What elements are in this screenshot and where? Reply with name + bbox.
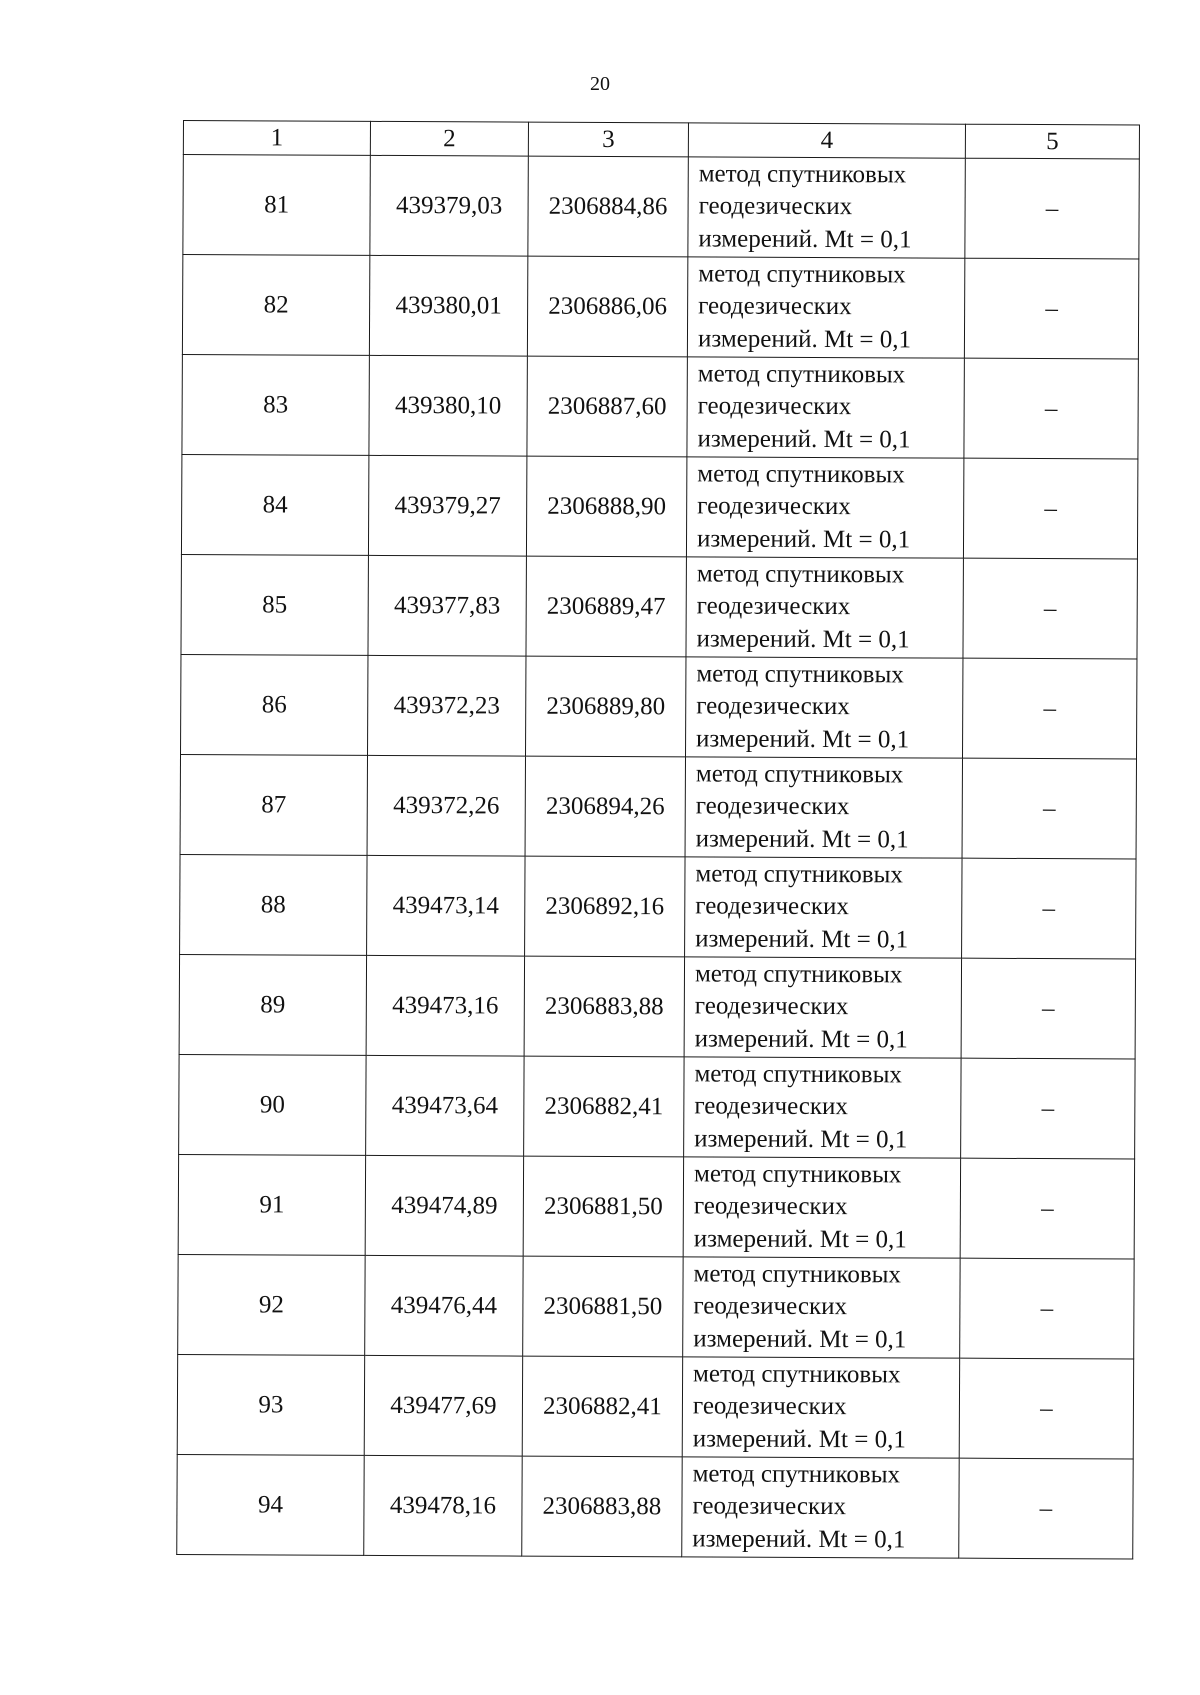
point-number-cell: 93 (177, 1354, 364, 1455)
point-number-cell: 94 (177, 1454, 364, 1555)
method-cell (687, 257, 964, 358)
column-header-1: 1 (183, 121, 370, 156)
method-line: геодезических (692, 1492, 847, 1521)
note-cell: – (965, 158, 1139, 259)
y-coordinate-cell: 2306883,88 (522, 1456, 682, 1557)
method-line: измерений. Mt = 0,1 (693, 1325, 907, 1354)
table-row (182, 255, 1138, 360)
method-line: метод спутниковых (697, 460, 905, 489)
table-row (181, 554, 1137, 659)
method-cell (683, 1157, 960, 1258)
y-coordinate-cell: 2306883,88 (524, 956, 684, 1057)
method-line: метод спутниковых (693, 1260, 902, 1289)
method-line: измерений. Mt = 0,1 (692, 1525, 906, 1554)
column-header-5: 5 (965, 124, 1139, 159)
note-cell: – (962, 758, 1136, 859)
method-line: геодезических (698, 192, 853, 221)
method-cell (686, 457, 963, 558)
note-cell: – (962, 858, 1136, 959)
point-number-cell: 87 (180, 754, 367, 855)
method-line: геодезических (696, 692, 850, 721)
method-line: измерений. Mt = 0,1 (697, 325, 912, 354)
point-number-cell: 92 (178, 1254, 365, 1355)
method-line: метод спутниковых (698, 160, 907, 189)
column-header-3: 3 (528, 122, 688, 157)
method-line: метод спутниковых (695, 860, 903, 889)
note-cell: – (959, 1358, 1133, 1459)
point-number-cell: 89 (179, 954, 366, 1055)
method-line: геодезических (695, 892, 849, 921)
y-coordinate-cell: 2306888,90 (526, 456, 686, 557)
y-coordinate-cell: 2306884,86 (528, 156, 688, 257)
method-line: геодезических (692, 1392, 847, 1421)
method-line: геодезических (698, 292, 852, 321)
method-line: измерений. Mt = 0,1 (697, 425, 911, 454)
x-coordinate-cell: 439380,01 (369, 255, 527, 356)
x-coordinate-cell: 439473,16 (366, 955, 524, 1056)
method-line: метод спутниковых (692, 1460, 901, 1489)
x-coordinate-cell: 439473,64 (366, 1055, 524, 1156)
table-row (179, 954, 1135, 1059)
method-line: геодезических (693, 1292, 848, 1321)
table-row (178, 1254, 1134, 1359)
column-header-4: 4 (688, 123, 965, 158)
page-number: 20 (590, 73, 610, 95)
point-number-cell: 88 (180, 854, 367, 955)
note-cell: – (961, 1058, 1135, 1159)
method-line: геодезических (697, 492, 851, 521)
x-coordinate-cell: 439372,26 (367, 755, 525, 856)
x-coordinate-cell: 439478,16 (364, 1455, 522, 1556)
method-line: измерений. Mt = 0,1 (696, 525, 911, 554)
method-line: метод спутниковых (694, 960, 903, 989)
x-coordinate-cell: 439473,14 (367, 855, 525, 956)
note-cell: – (963, 458, 1137, 559)
note-cell: – (960, 1158, 1134, 1259)
table-row (179, 1054, 1135, 1159)
x-coordinate-cell: 439372,23 (368, 655, 526, 756)
method-cell (682, 1457, 959, 1558)
table-row (181, 654, 1137, 759)
method-line: геодезических (697, 392, 852, 421)
table-row (178, 1154, 1134, 1259)
method-cell (688, 157, 965, 258)
note-cell: – (960, 1258, 1134, 1359)
y-coordinate-cell: 2306881,50 (523, 1256, 683, 1357)
method-line: измерений. Mt = 0,1 (694, 1125, 908, 1154)
method-cell (684, 957, 961, 1058)
table-row (182, 354, 1138, 459)
method-line: измерений. Mt = 0,1 (695, 925, 909, 954)
method-line: метод спутниковых (697, 360, 906, 389)
header-row (183, 121, 1139, 160)
method-line: метод спутниковых (694, 1060, 902, 1089)
method-cell (686, 657, 963, 758)
table-row (180, 754, 1136, 859)
note-cell: – (964, 258, 1138, 359)
method-cell (684, 1057, 961, 1158)
x-coordinate-cell: 439380,10 (369, 355, 527, 456)
method-cell (685, 757, 962, 858)
method-line: измерений. Mt = 0,1 (694, 1025, 908, 1054)
point-number-cell: 85 (181, 554, 368, 655)
x-coordinate-cell: 439377,83 (368, 555, 526, 656)
method-line: метод спутниковых (693, 1160, 902, 1189)
method-line: метод спутниковых (696, 660, 904, 689)
method-line: измерений. Mt = 0,1 (698, 225, 912, 254)
y-coordinate-cell: 2306894,26 (525, 756, 685, 857)
x-coordinate-cell: 439379,27 (368, 455, 526, 556)
method-line: измерений. Mt = 0,1 (695, 825, 909, 854)
point-number-cell: 91 (178, 1154, 365, 1255)
y-coordinate-cell: 2306889,47 (526, 556, 686, 657)
method-line: измерений. Mt = 0,1 (696, 625, 910, 654)
method-line: метод спутниковых (696, 560, 905, 589)
method-line: геодезических (695, 792, 850, 821)
y-coordinate-cell: 2306882,41 (524, 1056, 684, 1157)
method-cell (685, 857, 962, 958)
table-row (181, 454, 1137, 559)
x-coordinate-cell: 439476,44 (365, 1255, 523, 1356)
table-row (180, 854, 1136, 959)
method-line: метод спутниковых (693, 1360, 901, 1389)
method-line: измерений. Mt = 0,1 (692, 1425, 906, 1454)
table-row (183, 155, 1139, 260)
method-line: измерений. Mt = 0,1 (696, 725, 910, 754)
note-cell: – (963, 558, 1137, 659)
note-cell: – (959, 1458, 1133, 1559)
method-cell (682, 1357, 959, 1458)
method-line: геодезических (694, 992, 849, 1021)
note-cell: – (963, 658, 1137, 759)
note-cell: – (964, 358, 1138, 459)
x-coordinate-cell: 439474,89 (365, 1155, 523, 1256)
table-row (177, 1354, 1133, 1459)
table-row (177, 1454, 1133, 1559)
y-coordinate-cell: 2306881,50 (523, 1156, 683, 1257)
point-number-cell: 81 (183, 155, 370, 256)
x-coordinate-cell: 439379,03 (370, 155, 528, 256)
point-number-cell: 82 (182, 255, 369, 356)
x-coordinate-cell: 439477,69 (364, 1355, 522, 1456)
method-line: метод спутниковых (695, 760, 904, 789)
y-coordinate-cell: 2306892,16 (525, 856, 685, 957)
column-header-2: 2 (370, 121, 528, 156)
method-line: геодезических (693, 1192, 848, 1221)
note-cell: – (961, 958, 1135, 1059)
point-number-cell: 84 (181, 454, 368, 555)
table-body (177, 121, 1140, 1559)
y-coordinate-cell: 2306882,41 (522, 1356, 682, 1457)
point-number-cell: 86 (181, 654, 368, 755)
method-cell (687, 357, 964, 458)
point-number-cell: 83 (182, 354, 369, 455)
method-cell (683, 1257, 960, 1358)
y-coordinate-cell: 2306889,80 (526, 656, 686, 757)
method-line: геодезических (694, 1092, 849, 1121)
method-line: геодезических (696, 592, 851, 621)
point-number-cell: 90 (179, 1054, 366, 1155)
method-line: метод спутниковых (698, 260, 906, 289)
coordinates-table (176, 120, 1140, 1559)
y-coordinate-cell: 2306887,60 (527, 356, 687, 457)
method-cell (686, 557, 963, 658)
method-line: измерений. Mt = 0,1 (693, 1225, 907, 1254)
y-coordinate-cell: 2306886,06 (527, 256, 687, 357)
